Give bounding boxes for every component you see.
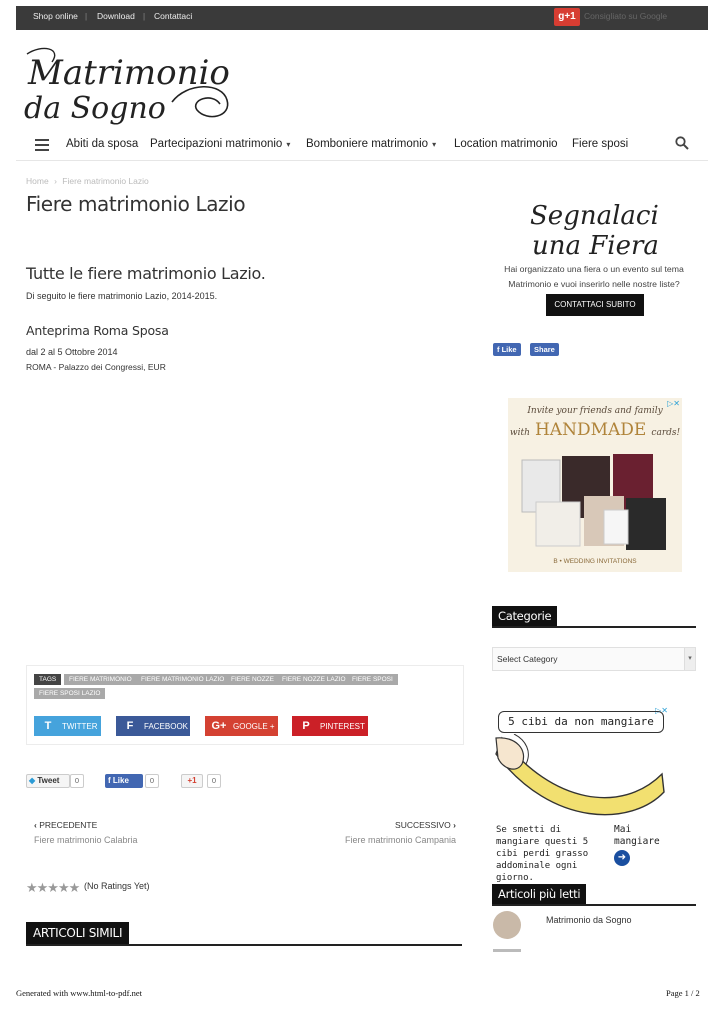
chevron-down-icon: ▾: [286, 140, 291, 149]
categories-heading: Categorie: [492, 606, 696, 628]
category-select[interactable]: Select Category ▾: [492, 647, 696, 671]
menu-icon[interactable]: [35, 139, 49, 154]
ad-choices-icon[interactable]: ▷✕: [655, 706, 668, 715]
breadcrumb-home[interactable]: Home: [26, 176, 49, 186]
site-logo[interactable]: [22, 42, 242, 130]
logo-line1: Matrimonio: [28, 53, 230, 93]
content-heading: Tutte le fiere matrimonio Lazio.: [26, 264, 266, 283]
event-title: Anteprima Roma Sposa: [26, 323, 169, 338]
previous-post-link[interactable]: ‹ PRECEDENTE Fiere matrimonio Calabria: [34, 820, 138, 845]
ad-choices-icon[interactable]: ▷✕: [667, 399, 680, 408]
topbar-separator: |: [143, 12, 146, 21]
twitter-share-button[interactable]: T TWITTER: [34, 716, 101, 736]
wedding-invitations-ad[interactable]: ▷✕ Invite your friends and family with HANDMADE cards! B • WEDDING INVITATIONS: [508, 398, 682, 572]
nav-item-bomboniere[interactable]: Bomboniere matrimonio ▾: [306, 138, 437, 150]
pinterest-share-button[interactable]: P PINTEREST: [292, 716, 368, 736]
tag[interactable]: FIERE NOZZE LAZIO: [277, 674, 351, 685]
nav-item-fiere[interactable]: Fiere sposi: [572, 138, 629, 150]
next-post-title: Fiere matrimonio Campania: [344, 835, 456, 845]
facebook-like-button[interactable]: f Like: [105, 774, 143, 788]
top-bar: [16, 6, 708, 30]
google-share-button[interactable]: G+ GOOGLE +: [205, 716, 278, 736]
popular-articles-heading: Articoli più letti: [492, 884, 696, 906]
breadcrumb: [26, 176, 149, 186]
topbar-separator: |: [85, 12, 88, 21]
facebook-share-button[interactable]: F FACEBOOK: [116, 716, 190, 736]
gplus-count: 0: [207, 774, 221, 788]
search-icon[interactable]: [675, 136, 689, 150]
svg-text:Segnalaci: Segnalaci: [530, 201, 659, 231]
tweet-button[interactable]: ◆ Tweet: [26, 774, 70, 788]
article-thumbnail[interactable]: [493, 911, 521, 939]
arrow-right-icon[interactable]: ➜: [614, 850, 630, 866]
chevron-right-icon: ›: [450, 820, 456, 830]
tags-box: [26, 665, 464, 745]
chevron-down-icon: ▾: [432, 140, 437, 149]
like-count: 0: [145, 774, 159, 788]
facebook-like-widget[interactable]: f Like: [493, 343, 521, 356]
content-intro: Di seguito le fiere matrimonio Lazio, 2014-2015.: [26, 291, 218, 301]
diet-ad[interactable]: ▷✕ 5 cibi da non mangiare Se smetti di mangiare questi 5 cibi perdi grasso addominale ogni giorno. Mai mangiare ➜: [492, 706, 668, 880]
pdf-footer-left: Generated with www.html-to-pdf.net: [16, 988, 142, 998]
breadcrumb-current: Fiere matrimonio Lazio: [62, 176, 149, 186]
google-plus-text: Consigliato su Google: [584, 11, 668, 21]
previous-post-title: Fiere matrimonio Calabria: [34, 835, 138, 845]
facebook-icon: F: [126, 720, 134, 732]
facebook-share-widget[interactable]: Share: [530, 343, 559, 356]
topbar-link-shop[interactable]: Shop online: [33, 11, 78, 21]
chevron-left-icon: ‹: [34, 820, 40, 830]
facebook-icon: f: [497, 345, 502, 354]
event-place: ROMA - Palazzo dei Congressi, EUR: [26, 362, 166, 372]
main-nav: [16, 130, 708, 161]
invitation-cards-image: [518, 450, 674, 554]
dropdown-arrow-icon: ▾: [684, 648, 695, 670]
svg-text:una Fiera: una Fiera: [532, 231, 659, 260]
google-plus-icon: G+: [211, 720, 227, 732]
page-title: Fiere matrimonio Lazio: [26, 192, 246, 216]
pinterest-icon: P: [302, 720, 310, 732]
breadcrumb-separator-icon: ›: [54, 176, 57, 186]
tag[interactable]: FIERE SPOSI: [347, 674, 398, 685]
rating-stars[interactable]: ★★★★★: [26, 880, 80, 895]
segnalaci-fiera-banner[interactable]: [492, 196, 696, 260]
nav-item-location[interactable]: Location matrimonio: [454, 138, 558, 150]
article-thumbnail[interactable]: [493, 949, 521, 952]
promo-text: Hai organizzato una fiera o un evento sul tema Matrimonio e vuoi inserirlo nelle nostre liste?: [504, 264, 684, 289]
nav-item-abiti[interactable]: Abiti da sposa: [66, 138, 139, 150]
tags-label: TAGS: [34, 674, 61, 685]
logo-line2: da Sogno: [24, 91, 166, 126]
twitter-bird-icon: ◆: [29, 776, 36, 785]
tag[interactable]: FIERE NOZZE: [226, 674, 279, 685]
banana-image: [492, 734, 668, 822]
pdf-page-number: Page 1 / 2: [666, 988, 700, 998]
facebook-icon: f: [108, 776, 111, 785]
next-post-link[interactable]: SUCCESSIVO › Fiere matrimonio Campania: [300, 820, 456, 845]
tag[interactable]: FIERE SPOSI LAZIO: [34, 688, 105, 699]
tag[interactable]: FIERE MATRIMONIO: [64, 674, 137, 685]
tag[interactable]: FIERE MATRIMONIO LAZIO: [136, 674, 229, 685]
topbar-link-contattaci[interactable]: Contattaci: [154, 11, 193, 21]
event-date: dal 2 al 5 Ottobre 2014: [26, 347, 118, 357]
tweet-count: 0: [70, 774, 84, 788]
topbar-link-download[interactable]: Download: [97, 11, 135, 21]
twitter-icon: T: [44, 720, 52, 732]
rating-text: (No Ratings Yet): [84, 881, 150, 891]
contact-button[interactable]: CONTATTACI SUBITO: [546, 294, 644, 316]
nav-item-partecipazioni[interactable]: Partecipazioni matrimonio ▾: [150, 138, 291, 150]
related-articles-heading: ARTICOLI SIMILI: [26, 922, 462, 946]
google-plusone-button[interactable]: +1: [181, 774, 203, 788]
popular-article-link[interactable]: Matrimonio da Sogno: [546, 915, 632, 925]
google-plus-button[interactable]: g+1: [554, 8, 580, 26]
